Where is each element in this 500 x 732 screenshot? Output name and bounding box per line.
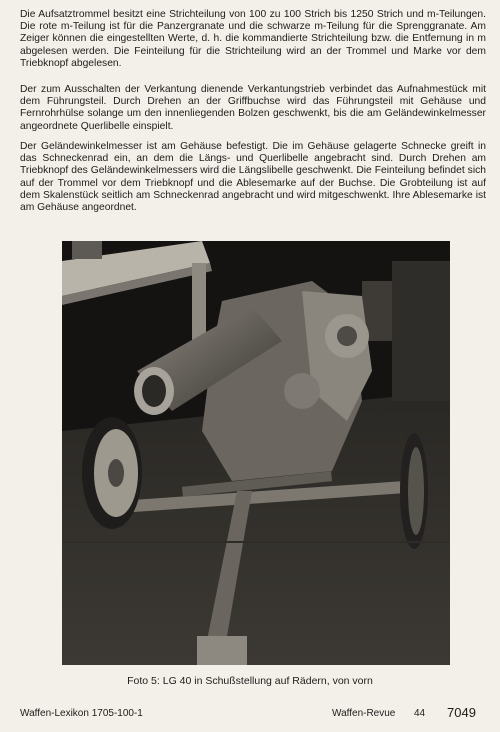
footer-publication: Waffen-Lexikon 1705-100-1 — [20, 708, 143, 719]
photo-caption: Foto 5: LG 40 in Schußstellung auf Rädern, von vorn — [127, 675, 373, 687]
footer-number: 7049 — [447, 705, 476, 720]
paragraph-3: Der Geländewinkelmesser ist am Gehäuse befestigt. Die im Gehäuse gelagerte Schnecke greift in das Schneckenrad ein, an dem die Längs- und Querlibelle angebracht sind. Durch Drehen am Triebknopf des Geländewinkelmessers wird die Längslibelle geschwenkt. Die Feinteilung befindet sich auf der Trommel vor dem Triebknopf und die Ablesemarke auf der Buchse. Die Grobteilung ist auf dem Skalenstück seitlich am Schneckenrad angebracht und wird mitgeschwenkt. Ihre Ablesemarke ist am Gehäuse angeordnet. — [20, 141, 486, 214]
paragraph-2: Der zum Ausschalten der Verkantung dienende Verkantungstrieb verbindet das Aufnahmestück mit dem Führungsteil. Durch Drehen an der Griffbuchse wird das Führungsteil mit Gehäuse und Fernrohrhülse solange um den innenliegenden Bolzen geschwenkt, bis die am Geländewinkelmesser angeordnete Querlibelle einspielt. — [20, 84, 486, 132]
footer-page: 44 — [414, 708, 426, 719]
photo-lg40-gun — [62, 241, 450, 665]
paragraph-1: Die Aufsatztrommel besitzt eine Strichteilung von 100 zu 100 Strich bis 1250 Strich und m-Teilungen. Die rote m-Teilung ist für die Panzergranate und die schwarze m-Teilung für die Sprenggranate. Am Zeiger können die eingestellten Werte, d. h. die kommandierte Strichteilung bzw. die Entfernung in m abgelesen werden. Die Feinteilung für die Strichteilung wird an der Trommel und Marke vor dem Triebknopf abgelesen. — [20, 9, 486, 69]
footer-magazine: Waffen-Revue — [332, 708, 396, 719]
